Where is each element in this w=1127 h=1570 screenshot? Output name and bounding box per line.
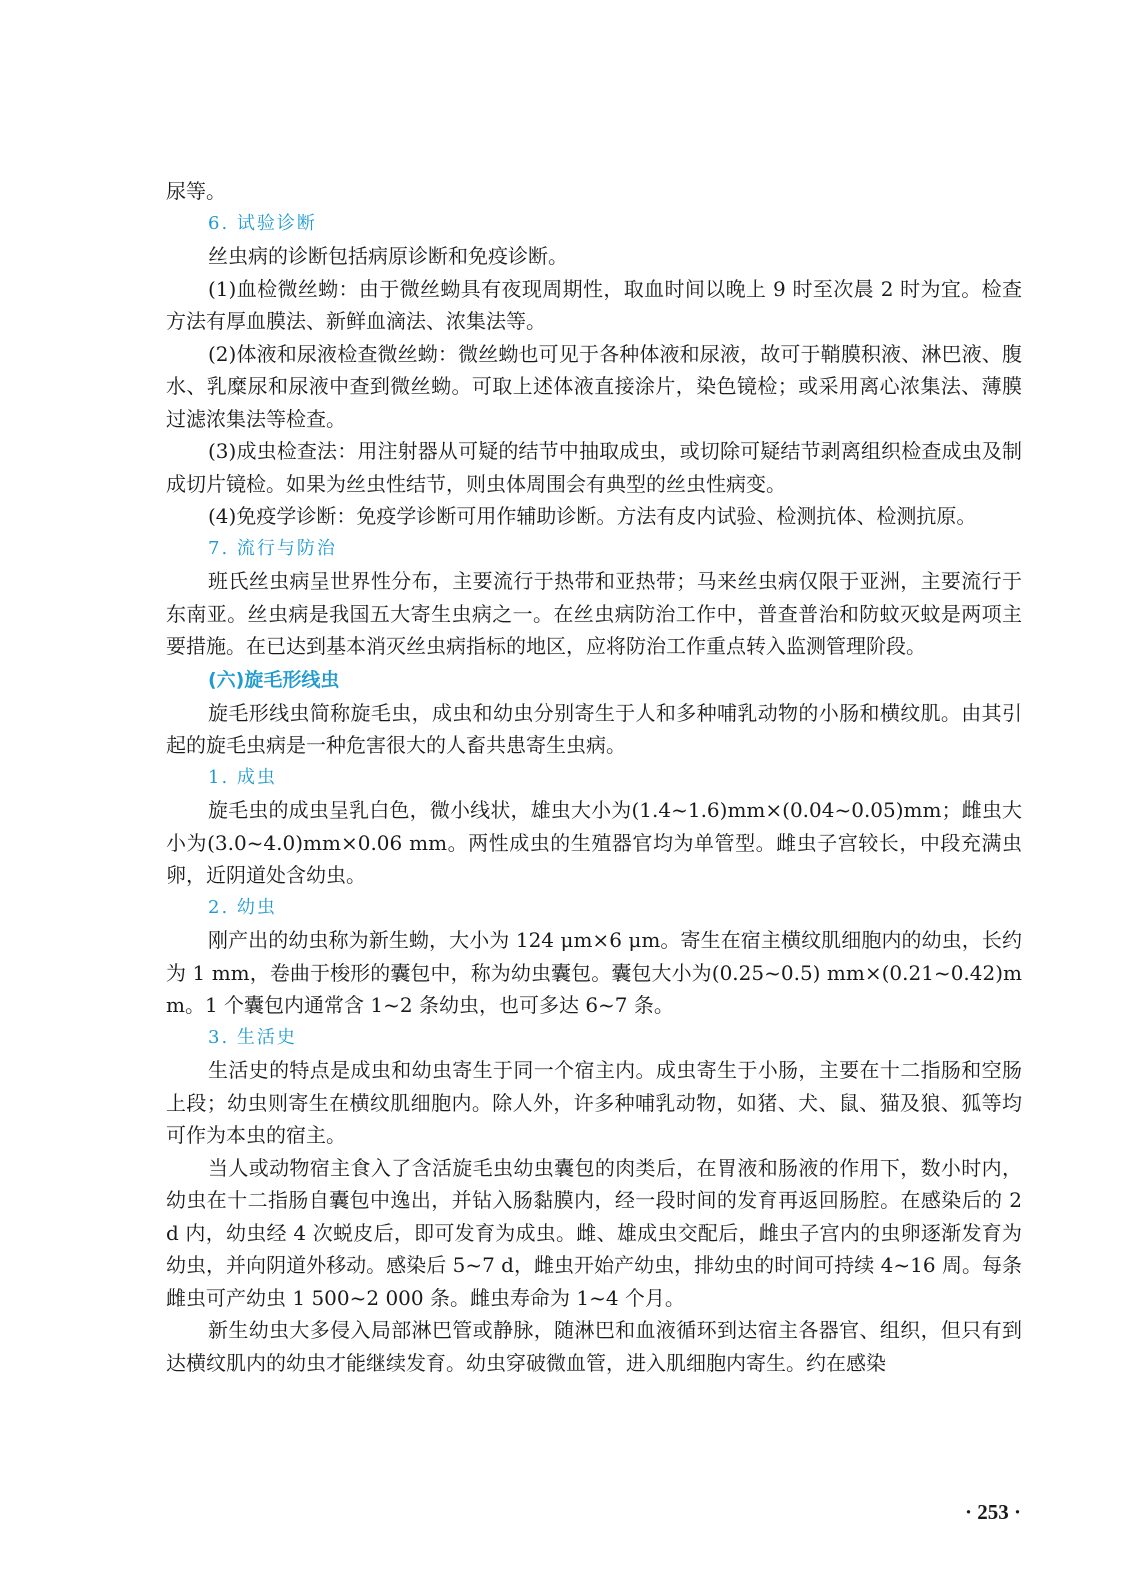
body-text [166,175,1022,1379]
paragraph: (1)血检微丝蚴：由于微丝蚴具有夜现周期性，取血时间以晚上 9 时至次晨 2 时为宜。检查方法有厚血膜法、新鲜血滴法、浓集法等。 [166,276,1022,333]
subheading-life-cycle: 3. 生活史 [208,1026,297,1048]
paragraph: 旋毛虫的成虫呈乳白色，微小线状，雄虫大小为(1.4~1.6)mm×(0.04~0.05)mm；雌虫大小为(3.0~4.0)mm×0.06 mm。两性成虫的生殖器官均为单管型。雌虫子宫较长，中段充满虫卵，近阴道处含幼虫。 [166,798,1022,887]
subheading-larva: 2. 幼虫 [208,896,277,918]
paragraph: 生活史的特点是成虫和幼虫寄生于同一个宿主内。成虫寄生于小肠，主要在十二指肠和空肠上段；幼虫则寄生在横纹肌细胞内。除人外，许多种哺乳动物，如猪、犬、鼠、猫及狼、狐等均可作为本虫的宿主。 [166,1058,1022,1147]
paragraph: 尿等。 [166,179,226,203]
paragraph: 丝虫病的诊断包括病原诊断和免疫诊断。 [208,244,568,268]
paragraph: 旋毛形线虫简称旋毛虫，成虫和幼虫分别寄生于人和多种哺乳动物的小肠和横纹肌。由其引起的旋毛虫病是一种危害很大的人畜共患寄生虫病。 [166,700,1022,757]
paragraph: (2)体液和尿液检查微丝蚴：微丝蚴也可见于各种体液和尿液，故可于鞘膜积液、淋巴液、腹水、乳糜尿和尿液中查到微丝蚴。可取上述体液直接涂片，染色镜检；或采用离心浓集法、薄膜过滤浓集法等检查。 [166,341,1022,431]
paragraph: 当人或动物宿主食入了含活旋毛虫幼虫囊包的肉类后，在胃液和肠液的作用下，数小时内，幼虫在十二指肠自囊包中逸出，并钻入肠黏膜内，经一段时间的发育再返回肠腔。在感染后的 2 d 内，幼虫经 4 次蜕皮后，即可发育为成虫。雌、雄成虫交配后，雌虫子宫内的虫卵逐渐发育为幼虫，并向阴道外移动。感染后 5~7 d，雌虫开始产幼虫，排幼虫的时间可持续 4~16 周。每条雌虫可产幼虫 1 500~2 000 条。雌虫寿命为 1~4 个月。 [166,1155,1022,1310]
section-heading-trichinella: (六)旋毛形线虫 [208,668,340,691]
paragraph: 刚产出的幼虫称为新生蚴，大小为 124 μm×6 μm。寄生在宿主横纹肌细胞内的幼虫，长约为 1 mm，卷曲于梭形的囊包中，称为幼虫囊包。囊包大小为(0.25~0.5) mm×(0.21~0.42)mm。1 个囊包内通常含 1~2 条幼虫，也可多达 6~7 条。 [166,928,1022,1017]
subheading-diagnosis: 6. 试验诊断 [208,212,317,234]
paragraph: 班氏丝虫病呈世界性分布，主要流行于热带和亚热带；马来丝虫病仅限于亚洲，主要流行于东南亚。丝虫病是我国五大寄生虫病之一。在丝虫病防治工作中，普查普治和防蚊灭蚊是两项主要措施。在已达到基本消灭丝虫病指标的地区，应将防治工作重点转入监测管理阶段。 [166,569,1022,658]
page-number: · 253 · [964,1500,1021,1524]
paragraph: (3)成虫检查法：用注射器从可疑的结节中抽取成虫，或切除可疑结节剥离组织检查成虫及制成切片镜检。如果为丝虫性结节，则虫体周围会有典型的丝虫性病变。 [166,439,1022,496]
paragraph: 新生幼虫大多侵入局部淋巴管或静脉，随淋巴和血液循环到达宿主各器官、组织，但只有到达横纹肌内的幼虫才能继续发育。幼虫穿破微血管，进入肌细胞内寄生。约在感染 [166,1318,1022,1375]
subheading-adult: 1. 成虫 [208,766,277,788]
subheading-epidemiology: 7. 流行与防治 [208,537,337,559]
paragraph: (4)免疫学诊断：免疫学诊断可用作辅助诊断。方法有皮内试验、检测抗体、检测抗原。 [208,504,977,528]
